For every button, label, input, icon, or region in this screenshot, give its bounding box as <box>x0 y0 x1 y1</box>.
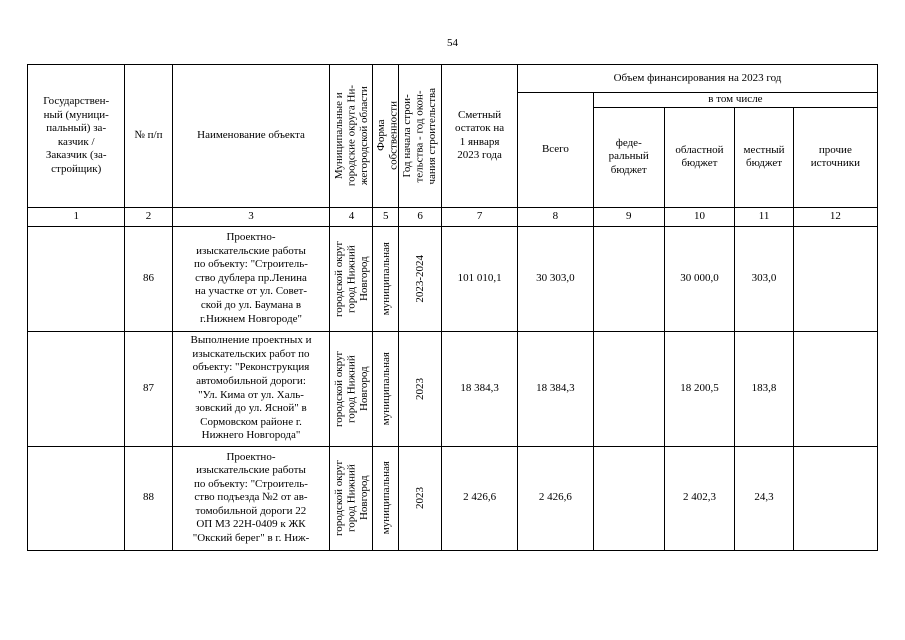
financing-table <box>27 64 878 551</box>
header-estimated-balance: Сметный остаток на 1 января 2023 года <box>442 65 518 208</box>
table-row <box>28 331 878 446</box>
column-index: 4 <box>330 207 373 226</box>
column-index: 11 <box>735 207 793 226</box>
header-other: прочие источники <box>793 107 877 207</box>
cell-local: 183,8 <box>735 331 793 446</box>
cell-local: 303,0 <box>735 226 793 331</box>
column-index: 10 <box>664 207 735 226</box>
cell-municipality: городской округ город Нижний Новгород <box>330 331 373 446</box>
page-number: 54 <box>447 37 458 49</box>
cell-years: 2023-2024 <box>399 226 442 331</box>
header-local: местный бюджет <box>735 107 793 207</box>
cell-total: 18 384,3 <box>518 331 594 446</box>
cell-regional: 2 402,3 <box>664 446 735 550</box>
cell-customer <box>28 446 125 550</box>
header-object-name: Наименование объекта <box>172 65 330 208</box>
cell-estimated-balance: 101 010,1 <box>442 226 518 331</box>
cell-total: 2 426,6 <box>518 446 594 550</box>
header-federal: феде- ральный бюджет <box>593 107 664 207</box>
header-municipality: Муниципальные и городские округа Ни- жегородской области <box>330 65 373 208</box>
header-regional: областной бюджет <box>664 107 735 207</box>
cell-regional: 30 000,0 <box>664 226 735 331</box>
column-index: 5 <box>373 207 399 226</box>
cell-object-name: Проектно- изыскательские работы по объекту: "Строитель- ство дублера пр.Ленина на участке от ул. Совет- ской до ул. Баумана в г.Нижнем Новгороде" <box>172 226 330 331</box>
cell-municipality: городской округ город Нижний Новгород <box>330 226 373 331</box>
cell-number: 87 <box>125 331 172 446</box>
column-index: 9 <box>593 207 664 226</box>
cell-federal <box>593 226 664 331</box>
column-index-row <box>28 207 878 226</box>
cell-local: 24,3 <box>735 446 793 550</box>
cell-other <box>793 226 877 331</box>
header-financing: Объем финансирования на 2023 год <box>518 65 878 93</box>
column-index: 2 <box>125 207 172 226</box>
column-index: 8 <box>518 207 594 226</box>
cell-customer <box>28 226 125 331</box>
table-row <box>28 226 878 331</box>
cell-federal <box>593 331 664 446</box>
column-index: 7 <box>442 207 518 226</box>
cell-total: 30 303,0 <box>518 226 594 331</box>
cell-federal <box>593 446 664 550</box>
column-index: 3 <box>172 207 330 226</box>
cell-object-name: Выполнение проектных и изыскательских работ по объекту: "Реконструкция автомобильной дороги: "Ул. Кима от ул. Халь- зовский до ул. Ясной" в Сормовском районе г. Нижнего Новгорода" <box>172 331 330 446</box>
cell-ownership: муниципальная <box>373 331 399 446</box>
header-customer: Государствен- ный (муници- пальный) за- казчик / Заказчик (за- стройщик) <box>28 65 125 208</box>
cell-object-name: Проектно- изыскательские работы по объекту: "Строитель- ство подъезда №2 от ав- томобильной дороги 22 ОП МЗ 22Н-0409 к ЖК "Окский берег" в г. Ниж- <box>172 446 330 550</box>
header-number: № п/п <box>125 65 172 208</box>
header-years: Год начала строи- тельства - год окон- чания строительства <box>399 65 442 208</box>
cell-ownership: муниципальная <box>373 446 399 550</box>
cell-ownership: муниципальная <box>373 226 399 331</box>
header-including: в том числе <box>593 93 877 108</box>
column-index: 1 <box>28 207 125 226</box>
table-row <box>28 446 878 550</box>
header-ownership: Форма собственности <box>373 65 399 208</box>
header-total: Всего <box>518 93 594 208</box>
cell-number: 86 <box>125 226 172 331</box>
column-index: 12 <box>793 207 877 226</box>
cell-customer <box>28 331 125 446</box>
cell-regional: 18 200,5 <box>664 331 735 446</box>
cell-estimated-balance: 18 384,3 <box>442 331 518 446</box>
cell-estimated-balance: 2 426,6 <box>442 446 518 550</box>
cell-number: 88 <box>125 446 172 550</box>
header-row-1 <box>28 65 878 93</box>
cell-municipality: городской округ город Нижний Новгород <box>330 446 373 550</box>
cell-other <box>793 446 877 550</box>
cell-years: 2023 <box>399 446 442 550</box>
cell-other <box>793 331 877 446</box>
cell-years: 2023 <box>399 331 442 446</box>
column-index: 6 <box>399 207 442 226</box>
